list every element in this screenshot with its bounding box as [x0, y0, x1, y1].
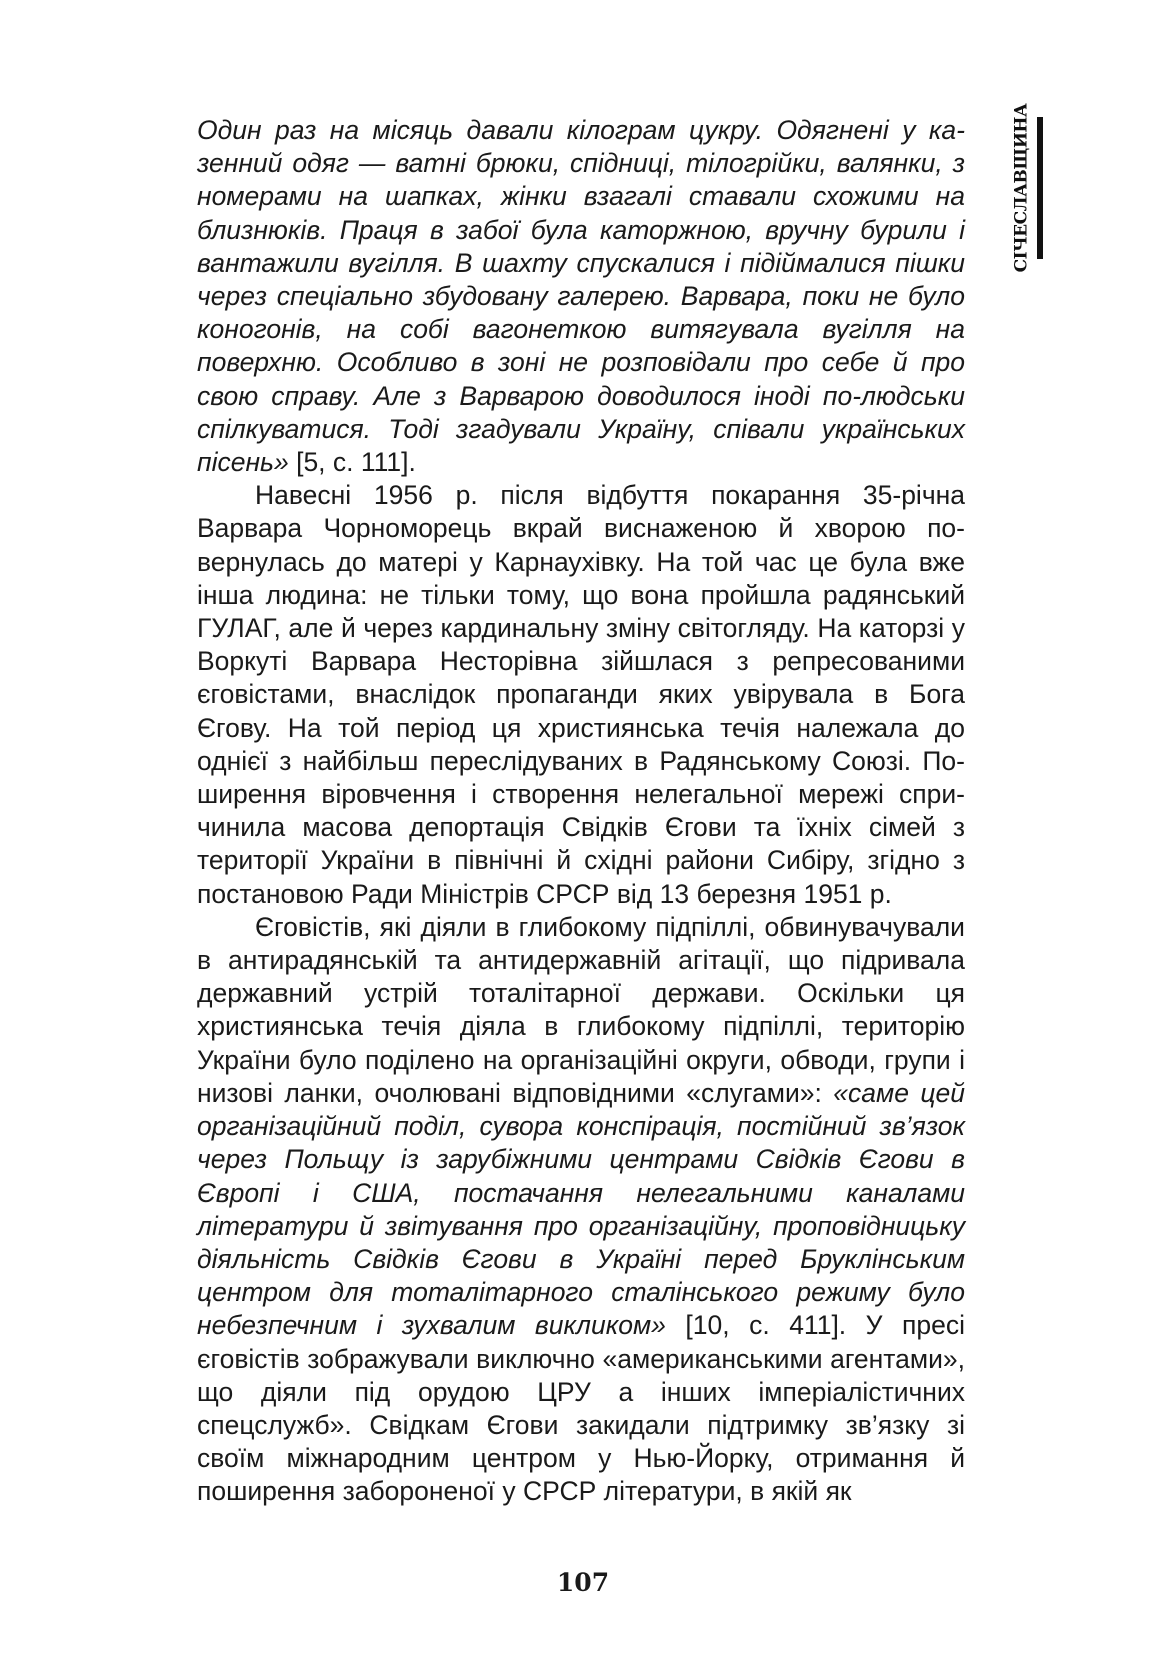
- publication-logo-bar: [1037, 117, 1043, 259]
- body-text: Навесні 1956 р. після відбуття покарання 35-річна Варвара Чорноморець вкрай виснаженою й хворою повернулась до матері у Карнаухівку. На той час це була вже інша людина: не тільки тому, що вона пройшла радянський ГУЛАГ, але й через кардинальну зміну світогляду. На каторзі у Воркуті Варвара Несторівна зійшлася з репресованими єговістами, внаслідок пропаганди яких увірувала в Бога Єгову. На той період ця християнська течія належала до однієї з найбільш переслідуваних в Радянському Союзі. Поширення віровчення і створення нелегальної мережі спричинила масова депортація Свідків Єгови та їхніх сімей з території України в північні й східні райони Сибіру, згідно з постановою Ради Міністрів СРСР від 13 березня 1951 р.: [197, 480, 965, 909]
- quote-text: Один раз на місяць давали кілограм цукру. Одягнені у казенний одяг — ватні брюки, спідниці, тілогрійки, валянки, з номерами на шапках, жінки взагалі ставали схожими на близнюків. Праця в забої була каторжною, вручну бурили і вантажили вугілля. В шахту спускалися і підіймалися пішки через спеціально збудовану галерею. Варвара, поки не було коногонів, на собі вагонеткою витягувала вугілля на поверхню. Особливо в зоні не розповідали про себе й про свою справу. Але з Варварою доводилося іноді по-людськи спілкуватися. Тоді згадували Україну, співали українських пісень»: [197, 115, 965, 478]
- quote-text: «саме цей організаційний поділ, сувора конспірація, постійний зв’язок через Польщу із зарубіжними центрами Свідків Єгови в Європі і США, постачання нелегальними каналами літератури й звітування про організаційну, проповідницьку діяльність Свідків Єгови в Україні перед Бруклінським центром для тоталітарного сталінського режиму було небезпечним і зухвалим викликом»: [197, 1077, 965, 1341]
- body-text: [10, с. 411]. У пресі єговістів зображували виключно «американськими агентами», що діяли під орудою ЦРУ а інших імперіалістичних спецслужб». Свідкам Єгови закидали підтримку зв’язку зі своїм міжнародним центром у Нью-Йорку, отримання й поширення забороненої у СРСР літератури, в якій як: [197, 1310, 965, 1507]
- citation-text: [5, с. 111].: [288, 447, 416, 478]
- page-body: [197, 114, 965, 1509]
- publication-logo-text: [1008, 103, 1034, 273]
- publication-logo-label: СІЧЕСЛАВЩИНА: [1011, 103, 1032, 273]
- paragraph-3: [197, 911, 965, 1509]
- paragraph-2: [197, 479, 965, 911]
- paragraph-1: [197, 114, 965, 479]
- body-text: Єговістів, які діяли в глибокому підпіллі, обвинувачували в антирадянській та антидержавній агітації, що підривала державний устрій тоталітарної держави. Оскільки ця християнська течія діяла в глибокому підпіллі, територію України було поділено на організаційні округи, обводи, групи і низові ланки, очолювані відповідними «слугами»:: [197, 911, 965, 1108]
- publication-logo: [1003, 103, 1047, 273]
- page-number: 107: [556, 1568, 610, 1597]
